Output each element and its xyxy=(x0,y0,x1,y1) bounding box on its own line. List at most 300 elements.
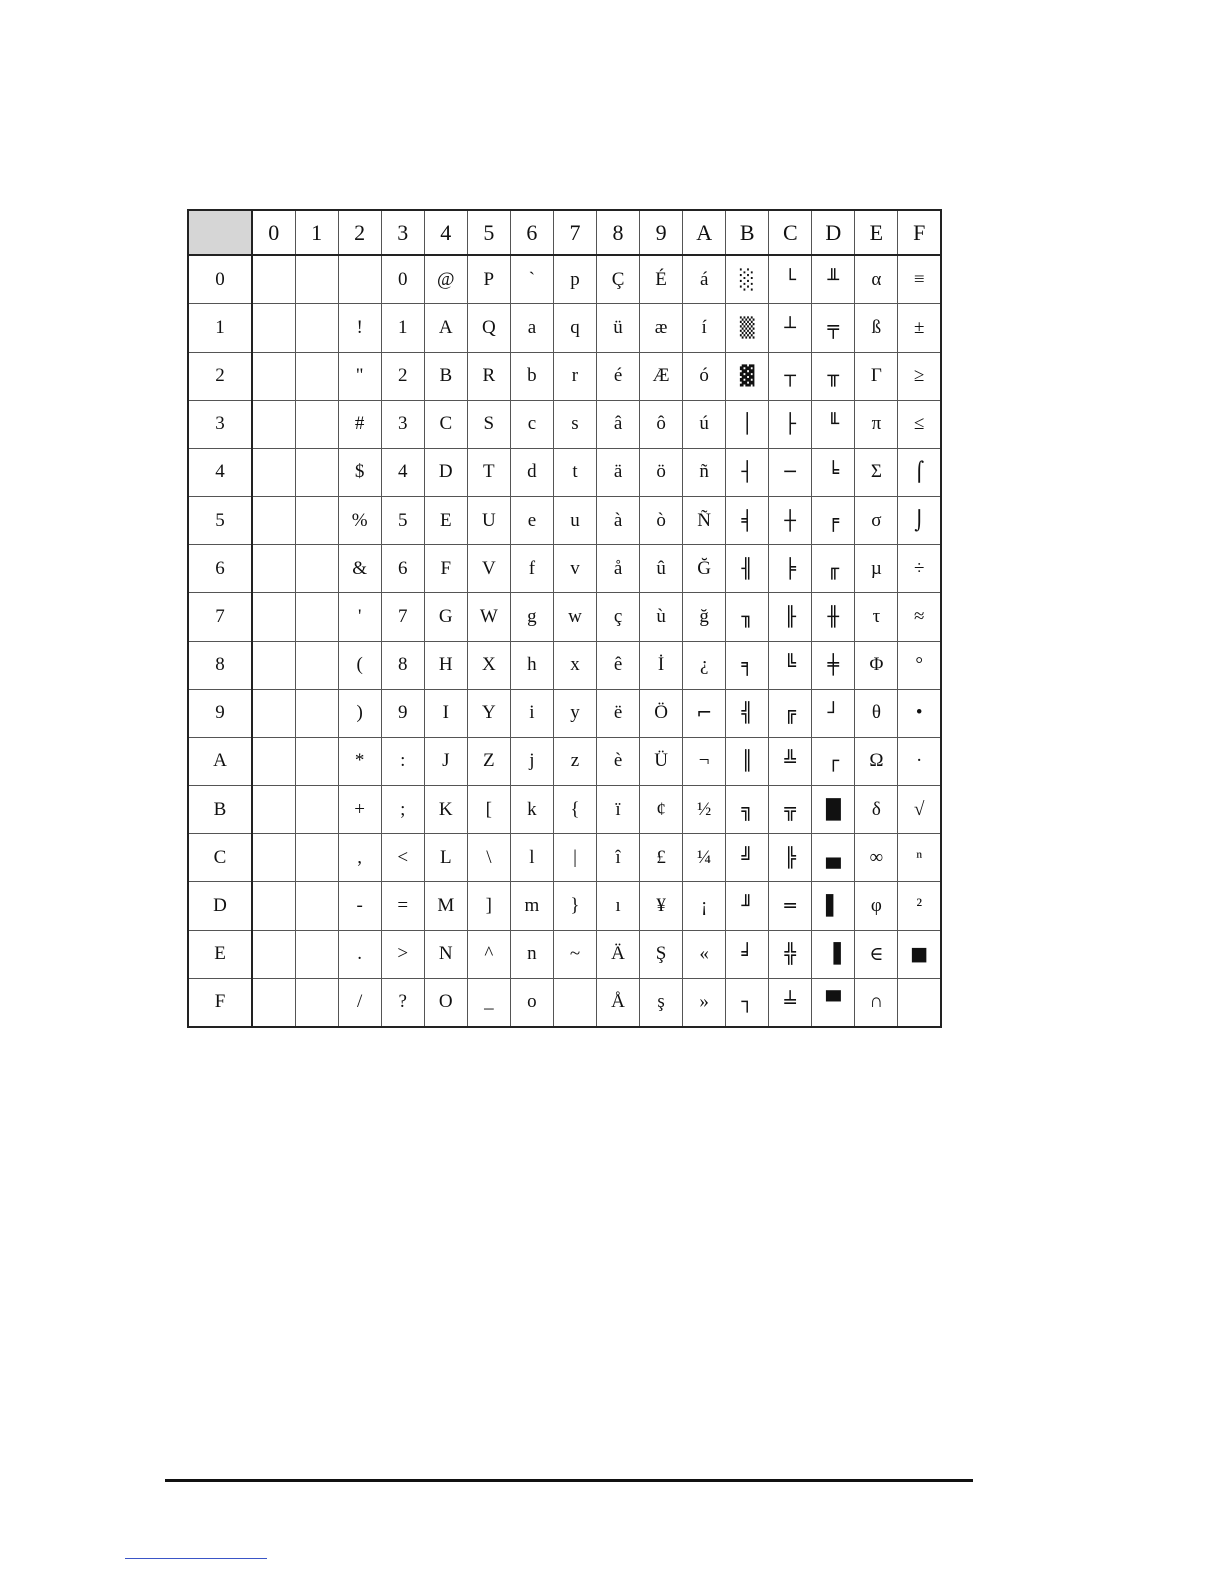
table-cell: B xyxy=(424,352,467,400)
table-cell: ç xyxy=(597,593,640,641)
table-cell: W xyxy=(467,593,510,641)
table-cell: ¢ xyxy=(640,786,683,834)
table-cell: R xyxy=(467,352,510,400)
table-cell: u xyxy=(553,497,596,545)
table-cell: w xyxy=(553,593,596,641)
row-header-E: E xyxy=(188,930,252,978)
table-cell: ╠ xyxy=(769,834,812,882)
table-cell: ╦ xyxy=(769,786,812,834)
table-cell: ï xyxy=(597,786,640,834)
table-cell: ▓ xyxy=(726,352,769,400)
table-cell: $ xyxy=(338,448,381,496)
table-cell xyxy=(553,978,596,1027)
table-cell: 7 xyxy=(381,593,424,641)
table-cell: { xyxy=(553,786,596,834)
table-cell: t xyxy=(553,448,596,496)
table-cell: ╗ xyxy=(726,786,769,834)
table-cell: [ xyxy=(467,786,510,834)
table-cell: ü xyxy=(597,304,640,352)
table-cell: @ xyxy=(424,255,467,304)
table-cell: ? xyxy=(381,978,424,1027)
table-cell: Ä xyxy=(597,930,640,978)
table-cell: _ xyxy=(467,978,510,1027)
row-header-D: D xyxy=(188,882,252,930)
table-cell: ╢ xyxy=(726,545,769,593)
table-cell: ╥ xyxy=(812,352,855,400)
table-cell: b xyxy=(510,352,553,400)
table-cell: ó xyxy=(683,352,726,400)
table-cell: Ω xyxy=(855,737,898,785)
table-row xyxy=(188,834,941,882)
table-cell: ≈ xyxy=(898,593,941,641)
footer-divider xyxy=(165,1479,973,1482)
table-cell: a xyxy=(510,304,553,352)
table-cell: m xyxy=(510,882,553,930)
column-header-9: 9 xyxy=(640,210,683,255)
table-cell: , xyxy=(338,834,381,882)
table-cell: ┴ xyxy=(769,304,812,352)
table-cell: Æ xyxy=(640,352,683,400)
table-cell: g xyxy=(510,593,553,641)
table-cell: * xyxy=(338,737,381,785)
table-row xyxy=(188,641,941,689)
table-cell: O xyxy=(424,978,467,1027)
table-cell xyxy=(252,834,295,882)
table-row xyxy=(188,497,941,545)
footer-link-underline xyxy=(125,1558,267,1559)
table-row xyxy=(188,545,941,593)
table-cell xyxy=(252,400,295,448)
table-cell: à xyxy=(597,497,640,545)
row-header-5: 5 xyxy=(188,497,252,545)
table-cell: q xyxy=(553,304,596,352)
table-cell: ∈ xyxy=(855,930,898,978)
table-cell: ğ xyxy=(683,593,726,641)
table-cell: ╞ xyxy=(769,545,812,593)
table-cell: ⌐ xyxy=(683,689,726,737)
table-cell xyxy=(252,545,295,593)
character-code-table xyxy=(187,209,942,1028)
table-cell: " xyxy=(338,352,381,400)
table-cell: ú xyxy=(683,400,726,448)
table-cell: ╟ xyxy=(769,593,812,641)
table-cell: 1 xyxy=(381,304,424,352)
table-cell xyxy=(252,882,295,930)
table-cell xyxy=(295,352,338,400)
table-cell: ░ xyxy=(726,255,769,304)
column-header-row xyxy=(188,210,941,255)
table-cell: s xyxy=(553,400,596,448)
row-header-A: A xyxy=(188,737,252,785)
table-cell xyxy=(295,304,338,352)
table-cell: ┘ xyxy=(812,689,855,737)
table-cell xyxy=(252,737,295,785)
table-cell: ▐ xyxy=(812,930,855,978)
column-header-C: C xyxy=(769,210,812,255)
table-cell xyxy=(295,930,338,978)
table-cell: ° xyxy=(898,641,941,689)
table-cell: ⁿ xyxy=(898,834,941,882)
table-cell: Φ xyxy=(855,641,898,689)
table-cell: D xyxy=(424,448,467,496)
table-cell: Ö xyxy=(640,689,683,737)
table-cell xyxy=(295,255,338,304)
table-row xyxy=(188,448,941,496)
code-table-grid xyxy=(187,209,942,1028)
table-cell: X xyxy=(467,641,510,689)
table-cell: π xyxy=(855,400,898,448)
table-cell xyxy=(295,834,338,882)
table-cell: H xyxy=(424,641,467,689)
table-cell: ä xyxy=(597,448,640,496)
table-cell: & xyxy=(338,545,381,593)
table-cell: ² xyxy=(898,882,941,930)
table-cell: █ xyxy=(812,786,855,834)
table-cell: √ xyxy=(898,786,941,834)
table-row xyxy=(188,786,941,834)
table-cell xyxy=(252,352,295,400)
table-cell: ╨ xyxy=(812,255,855,304)
row-header-8: 8 xyxy=(188,641,252,689)
table-cell: 2 xyxy=(381,352,424,400)
table-cell: ╔ xyxy=(769,689,812,737)
table-cell: æ xyxy=(640,304,683,352)
table-cell xyxy=(252,304,295,352)
table-cell: V xyxy=(467,545,510,593)
table-row xyxy=(188,737,941,785)
row-header-1: 1 xyxy=(188,304,252,352)
table-cell: Ç xyxy=(597,255,640,304)
table-cell: ╙ xyxy=(812,400,855,448)
table-cell: P xyxy=(467,255,510,304)
table-cell: C xyxy=(424,400,467,448)
table-cell: } xyxy=(553,882,596,930)
table-cell xyxy=(295,641,338,689)
table-cell: ╣ xyxy=(726,689,769,737)
row-header-F: F xyxy=(188,978,252,1027)
column-header-F: F xyxy=(898,210,941,255)
table-cell: : xyxy=(381,737,424,785)
table-cell: Q xyxy=(467,304,510,352)
table-cell: A xyxy=(424,304,467,352)
table-cell: n xyxy=(510,930,553,978)
table-cell: ¥ xyxy=(640,882,683,930)
table-cell: i xyxy=(510,689,553,737)
table-cell: r xyxy=(553,352,596,400)
table-cell: δ xyxy=(855,786,898,834)
code-table-body xyxy=(188,210,941,1027)
table-row xyxy=(188,304,941,352)
table-cell: 3 xyxy=(381,400,424,448)
table-cell: └ xyxy=(769,255,812,304)
table-cell xyxy=(295,400,338,448)
column-header-0: 0 xyxy=(252,210,295,255)
table-cell: Ğ xyxy=(683,545,726,593)
table-cell: d xyxy=(510,448,553,496)
table-cell: ▒ xyxy=(726,304,769,352)
table-cell: ù xyxy=(640,593,683,641)
table-cell: v xyxy=(553,545,596,593)
table-cell: z xyxy=(553,737,596,785)
table-cell: M xyxy=(424,882,467,930)
row-header-9: 9 xyxy=(188,689,252,737)
table-cell: ≤ xyxy=(898,400,941,448)
table-cell: ╧ xyxy=(769,978,812,1027)
table-cell: ë xyxy=(597,689,640,737)
table-cell: 8 xyxy=(381,641,424,689)
table-cell: 0 xyxy=(381,255,424,304)
table-cell: + xyxy=(338,786,381,834)
table-cell xyxy=(295,448,338,496)
table-cell: ¬ xyxy=(683,737,726,785)
table-cell: ` xyxy=(510,255,553,304)
column-header-3: 3 xyxy=(381,210,424,255)
table-cell: f xyxy=(510,545,553,593)
table-cell: ~ xyxy=(553,930,596,978)
table-cell: N xyxy=(424,930,467,978)
table-row xyxy=(188,593,941,641)
table-cell: ( xyxy=(338,641,381,689)
table-cell: G xyxy=(424,593,467,641)
table-cell: ╪ xyxy=(812,641,855,689)
table-cell: S xyxy=(467,400,510,448)
table-cell: K xyxy=(424,786,467,834)
table-cell: Å xyxy=(597,978,640,1027)
table-cell: ¡ xyxy=(683,882,726,930)
table-cell: ╓ xyxy=(812,545,855,593)
table-cell: h xyxy=(510,641,553,689)
column-header-8: 8 xyxy=(597,210,640,255)
table-cell: ┬ xyxy=(769,352,812,400)
table-cell: ≡ xyxy=(898,255,941,304)
table-cell: ¿ xyxy=(683,641,726,689)
table-cell: ^ xyxy=(467,930,510,978)
table-cell: ┌ xyxy=(812,737,855,785)
table-cell xyxy=(295,786,338,834)
table-cell: # xyxy=(338,400,381,448)
table-cell: ş xyxy=(640,978,683,1027)
table-cell xyxy=(252,930,295,978)
table-row xyxy=(188,689,941,737)
table-cell: ı xyxy=(597,882,640,930)
table-cell xyxy=(252,497,295,545)
table-cell: ' xyxy=(338,593,381,641)
table-row xyxy=(188,882,941,930)
table-cell: ├ xyxy=(769,400,812,448)
table-cell: ¼ xyxy=(683,834,726,882)
table-cell: · xyxy=(898,737,941,785)
table-cell: J xyxy=(424,737,467,785)
table-cell: î xyxy=(597,834,640,882)
table-cell: í xyxy=(683,304,726,352)
table-cell xyxy=(295,593,338,641)
column-header-1: 1 xyxy=(295,210,338,255)
table-cell: τ xyxy=(855,593,898,641)
corner-cell xyxy=(188,210,252,255)
table-cell: \ xyxy=(467,834,510,882)
table-cell: 9 xyxy=(381,689,424,737)
table-cell: ╩ xyxy=(769,737,812,785)
table-cell: ê xyxy=(597,641,640,689)
table-cell: ╜ xyxy=(726,882,769,930)
table-cell: ± xyxy=(898,304,941,352)
table-cell: ñ xyxy=(683,448,726,496)
column-header-E: E xyxy=(855,210,898,255)
table-cell: k xyxy=(510,786,553,834)
table-cell: p xyxy=(553,255,596,304)
table-cell xyxy=(295,497,338,545)
table-cell: ╖ xyxy=(726,593,769,641)
table-cell: ╚ xyxy=(769,641,812,689)
table-cell: ⌡ xyxy=(898,497,941,545)
table-cell: θ xyxy=(855,689,898,737)
table-cell: │ xyxy=(726,400,769,448)
table-cell: φ xyxy=(855,882,898,930)
table-cell: û xyxy=(640,545,683,593)
table-cell xyxy=(295,882,338,930)
table-cell: T xyxy=(467,448,510,496)
table-cell: 4 xyxy=(381,448,424,496)
table-cell: % xyxy=(338,497,381,545)
table-cell xyxy=(898,978,941,1027)
table-cell: ; xyxy=(381,786,424,834)
table-cell: â xyxy=(597,400,640,448)
table-cell: ! xyxy=(338,304,381,352)
row-header-2: 2 xyxy=(188,352,252,400)
table-cell: ═ xyxy=(769,882,812,930)
table-cell: ≥ xyxy=(898,352,941,400)
table-cell: ⌠ xyxy=(898,448,941,496)
table-row xyxy=(188,978,941,1027)
table-cell: ½ xyxy=(683,786,726,834)
table-cell: ö xyxy=(640,448,683,496)
table-cell: Ş xyxy=(640,930,683,978)
table-cell: ╬ xyxy=(769,930,812,978)
table-cell: ╘ xyxy=(812,448,855,496)
table-cell: Ñ xyxy=(683,497,726,545)
table-cell xyxy=(338,255,381,304)
table-cell xyxy=(295,545,338,593)
table-row xyxy=(188,400,941,448)
table-cell: ┼ xyxy=(769,497,812,545)
table-cell xyxy=(252,255,295,304)
table-cell: ╒ xyxy=(812,497,855,545)
table-cell: c xyxy=(510,400,553,448)
table-cell: | xyxy=(553,834,596,882)
table-cell: » xyxy=(683,978,726,1027)
table-cell: . xyxy=(338,930,381,978)
table-cell: ─ xyxy=(769,448,812,496)
table-cell: ∞ xyxy=(855,834,898,882)
table-cell: σ xyxy=(855,497,898,545)
table-cell: ) xyxy=(338,689,381,737)
table-cell: Z xyxy=(467,737,510,785)
table-cell xyxy=(252,978,295,1027)
table-row xyxy=(188,930,941,978)
table-cell: = xyxy=(381,882,424,930)
table-cell: å xyxy=(597,545,640,593)
table-cell xyxy=(295,978,338,1027)
table-cell: Γ xyxy=(855,352,898,400)
table-row xyxy=(188,352,941,400)
column-header-A: A xyxy=(683,210,726,255)
table-cell: • xyxy=(898,689,941,737)
table-cell: E xyxy=(424,497,467,545)
table-cell: U xyxy=(467,497,510,545)
column-header-7: 7 xyxy=(553,210,596,255)
table-cell xyxy=(295,689,338,737)
table-cell: L xyxy=(424,834,467,882)
table-cell: 5 xyxy=(381,497,424,545)
table-cell: ∩ xyxy=(855,978,898,1027)
column-header-D: D xyxy=(812,210,855,255)
table-cell: Σ xyxy=(855,448,898,496)
table-cell: ò xyxy=(640,497,683,545)
table-cell: I xyxy=(424,689,467,737)
table-cell: x xyxy=(553,641,596,689)
table-cell: > xyxy=(381,930,424,978)
row-header-0: 0 xyxy=(188,255,252,304)
table-cell xyxy=(295,737,338,785)
table-cell: l xyxy=(510,834,553,882)
table-cell: ║ xyxy=(726,737,769,785)
column-header-B: B xyxy=(726,210,769,255)
table-cell: ▌ xyxy=(812,882,855,930)
table-cell: £ xyxy=(640,834,683,882)
row-header-7: 7 xyxy=(188,593,252,641)
table-cell: ┤ xyxy=(726,448,769,496)
table-row xyxy=(188,255,941,304)
table-cell xyxy=(252,786,295,834)
table-cell: F xyxy=(424,545,467,593)
table-cell: ╝ xyxy=(726,834,769,882)
table-cell: é xyxy=(597,352,640,400)
table-cell: è xyxy=(597,737,640,785)
table-cell: Ü xyxy=(640,737,683,785)
table-cell: - xyxy=(338,882,381,930)
table-cell: É xyxy=(640,255,683,304)
table-cell: ╤ xyxy=(812,304,855,352)
table-cell: 6 xyxy=(381,545,424,593)
table-cell xyxy=(252,641,295,689)
table-cell: ╫ xyxy=(812,593,855,641)
table-cell: ■ xyxy=(898,930,941,978)
table-cell: ╡ xyxy=(726,497,769,545)
table-cell: ╛ xyxy=(726,930,769,978)
table-cell: ┐ xyxy=(726,978,769,1027)
table-cell: α xyxy=(855,255,898,304)
column-header-5: 5 xyxy=(467,210,510,255)
column-header-6: 6 xyxy=(510,210,553,255)
table-cell: j xyxy=(510,737,553,785)
table-cell: İ xyxy=(640,641,683,689)
row-header-B: B xyxy=(188,786,252,834)
table-cell xyxy=(252,689,295,737)
column-header-2: 2 xyxy=(338,210,381,255)
table-cell: y xyxy=(553,689,596,737)
row-header-C: C xyxy=(188,834,252,882)
table-cell xyxy=(252,593,295,641)
table-cell: o xyxy=(510,978,553,1027)
table-cell: / xyxy=(338,978,381,1027)
table-cell: µ xyxy=(855,545,898,593)
row-header-3: 3 xyxy=(188,400,252,448)
table-cell: ô xyxy=(640,400,683,448)
table-cell: « xyxy=(683,930,726,978)
row-header-4: 4 xyxy=(188,448,252,496)
column-header-4: 4 xyxy=(424,210,467,255)
table-cell: < xyxy=(381,834,424,882)
